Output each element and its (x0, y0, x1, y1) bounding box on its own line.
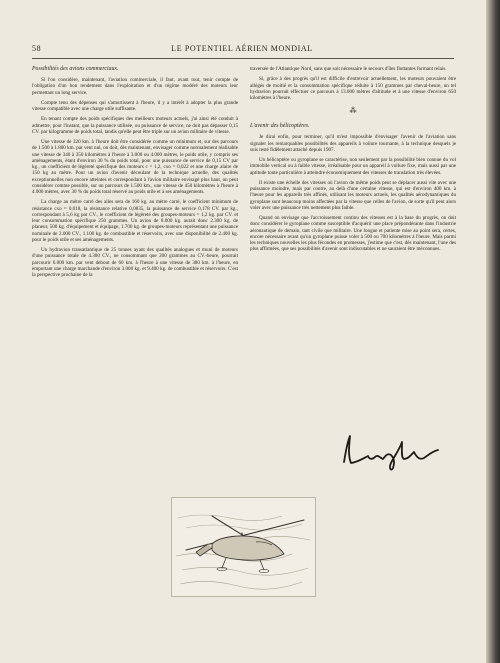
paragraph: Il existe une échelle des vitesses où l'avion de même poids peut se déplacer aussi vite avec une puissance moindre, mais par contre, au delà d'une certaine vitesse, qui est d'environ 400 km. à l'heure pour les appareils très affinés, utilisant les moteurs actuels, les qualités aérodynamiques du gyroplane sont beaucoup moins affectées par la vitesse que celles de l'avion, de sorte qu'il peut alors voler avec une puissance très nettement plus faible. (250, 179, 456, 211)
paragraph: Si, grâce à des progrès qu'il est difficile d'entrevoir actuellement, les moteurs pouvaient être allégés de moitié et la consommation spécifique réduite à 150 grammes par cheval-heure, un tel hydravion pourrait effectuer ce parcours à 13.000 mètres d'altitude et à une vitesse d'environ 650 kilomètres à l'heure. (250, 76, 456, 101)
header-rule (32, 58, 454, 59)
paragraph: La charge au mètre carré des ailes sera de 160 kg. au mètre carré, le coefficient minimum de résistance cxo = 0,018, la résistance relative 0,0835, la puissance de service 0,178 CV. par kg., correspondant à 5,6 kg par CV., le coefficient de légèreté des groupes-moteurs = 1,2 kg. par CV. et leur consommation spécifique 250 grammes. Un avion de 8.000 kg. aurait donc 2.300 kg. de planeur, 500 kg. d'équipement et équipage, 1.700 kg. de groupes-moteurs représentant une puissance nominale de 2.000 CV., 1.100 kg. de combustible et réservoirs, avec une disponibilité de 2.400 kg. pour le poids utile et ses aménagements. (32, 199, 238, 243)
section-heading-commercial: Possibilités des avions commerciaux. (32, 66, 119, 72)
paragraph: Un hydravion transatlantique de 25 tonnes ayant des qualités analogues et muni de moteurs d'une puissance totale de 4.300 CV., ne consommant que 200 grammes au CV.-heure, pourrait parcourir 6.000 km. par vent debout de 60 km. à l'heure à une vitesse de 380 km. à l'heure, en emportant une charge marchande d'environ 3.000 kg. et 9.400 kg. de combustible et réservoirs. C'est la perspective prochaine de la (32, 247, 238, 278)
running-title: LE POTENTIEL AÉRIEN MONDIAL (171, 44, 313, 53)
asterism-ornament: ⁂ (349, 107, 357, 116)
author-signature (338, 428, 448, 473)
paragraph: Une vitesse de 320 km. à l'heure doit être considérée comme un minimum et, sur des parcours de 1.500 à 1.800 km. par vent nul, on doit, dès maintenant, envisager comme normalement réalisable une vitesse de 340 à 350 kilomètres à l'heure à 3.000 ou 4.000 mètres, le poids utile, y compris ses aménagements, étant d'environ 30 % du poids total, pour une puissance de service de 0,15 CV par kg., un coefficient de légèreté spécifique des moteurs c = 1,2, cxo = 0,022 et une charge alaire de 150 kg au mètre. Pour un avion d'avenir découlant de la technique actuelle, des qualités exceptionnelles non encore atteintes et correspondant à l'avion militaire envisagé plus haut, on peut considérer comme possible, sur un parcours de 1.500 km., une vitesse de 450 kilomètres à l'heure à 4.000 mètres, avec 30 % du poids total réservé au poids utile et à ses aménagements. (32, 139, 238, 195)
paragraph: Un hélicoptère ou gyroplane se caractérise, non seulement par la possibilité bien connue du vol immobile vertical ou à faible vitesse, irréalisable pour un appareil à voilure fixe, mais aussi par une aptitude toute particulière à atteindre économiquement des vitesses de translation très élevées. (250, 157, 456, 176)
page-number: 58 (32, 44, 42, 53)
right-column (250, 66, 456, 257)
paragraph: Compte tenu des dépenses qui s'amortissent à l'heure, il y a intérêt à adopter la plus grande vitesse compatible avec une charge utile suffisante. (32, 99, 238, 112)
left-column (32, 66, 238, 282)
paragraph: Je dirai enfin, pour terminer, qu'il m'est impossible d'envisager l'avenir de l'aviation sans signaler les remarquables possibilités des appareils à voilure tournante, à la technique desquels je suis resté fidèlement attaché depuis 1907. (250, 134, 456, 153)
section-heading-helicopters: L'avenir des hélicoptères. (250, 123, 310, 130)
paragraph: Si l'on considère, maintenant, l'aviation commerciale, il faut, avant tout, tenir compte de l'obligation d'un bon rendement dans l'exploitation et d'un régime modéré des moteurs leur permettant un long service. (32, 77, 238, 96)
paragraph: Quand on envisage que l'accroissement continu des vitesses est à la base du progrès, on doit donc considérer le gyroplane comme susceptible d'acquérir une place prépondérante dans l'industrie aéronautique de demain, tant civile que militaire. Une longue et patiente mise au point sera, certes, encore nécessaire avant qu'un gyroplane puisse voler à 500 ou 700 kilomètres à l'heure. Mais parmi les techniques nouvelles les plus fécondes en promesses, j'estime que c'est, dès maintenant, l'une des plus affirmées, que ses possibilités d'avenir sont indiscutables et ne sauraient être méconnues. (250, 215, 456, 253)
paragraph: En tenant compte des poids spécifiques des meilleurs moteurs actuels, j'ai ainsi été conduit à admettre, pour l'instant, que la puissance utilisée, ou puissance de service, ne doit pas dépasser 0,15 CV. par kilogramme de poids total, tandis qu'elle peut être triple sur un avion militaire de vitesse. (32, 116, 238, 135)
gyroplane-illustration (171, 497, 316, 597)
paragraph: traversée de l'Atlantique Nord, sans que soit nécessaire le secours d'îles flottantes formant relais. (250, 66, 447, 72)
page-header (32, 44, 452, 58)
book-spine (486, 0, 500, 663)
